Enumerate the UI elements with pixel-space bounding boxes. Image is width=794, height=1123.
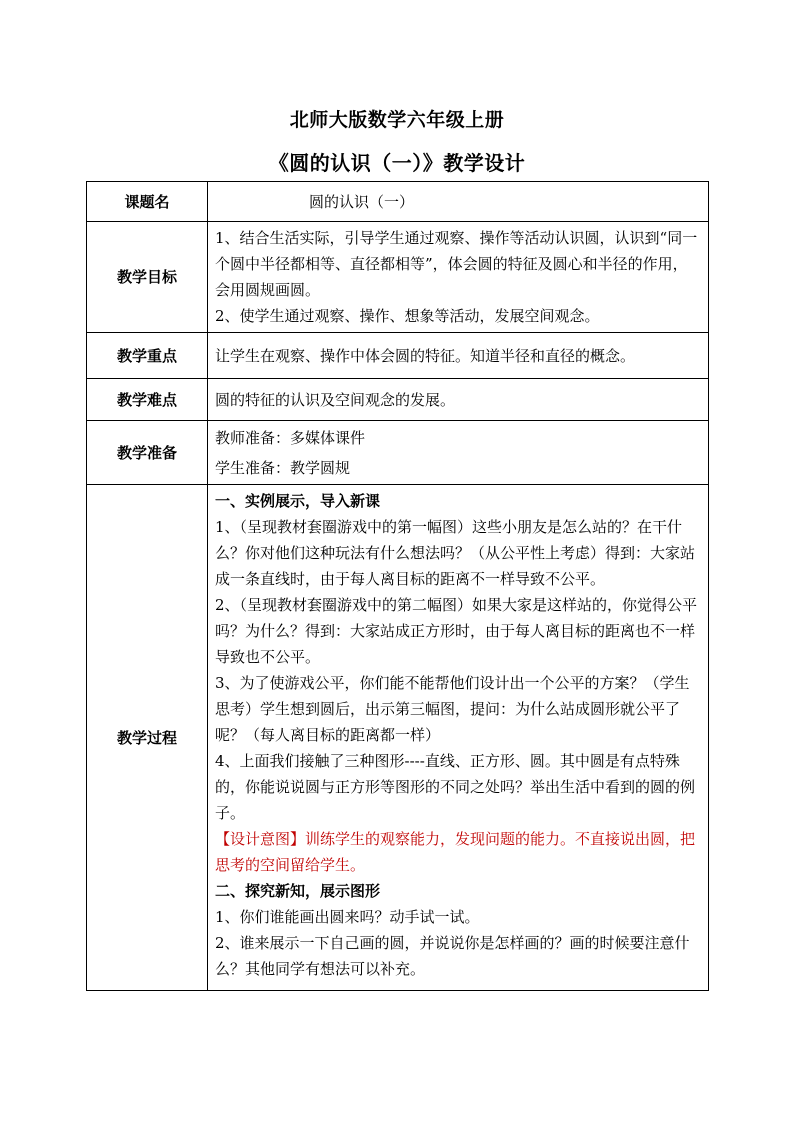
row-difficulties — [87, 379, 709, 421]
design-intent-tag: 【设计意图】 — [215, 830, 306, 848]
label-topic: 课题名 — [87, 182, 208, 222]
row-preparation — [87, 421, 709, 485]
value-preparation — [208, 421, 709, 485]
value-topic — [208, 182, 709, 222]
section1-item-1: 1、（呈现教材套圈游戏中的第一幅图）这些小朋友是怎么站的？在干什么？你对他们这种玩法有什么想法吗？（从公平性上考虑）得到：大家站成一条直线时，由于每人离目标的距离不一样导致不公平。 — [215, 518, 696, 588]
row-topic — [87, 182, 709, 222]
section2-item-1: 1、你们谁能画出圆来吗？动手试一试。 — [215, 908, 480, 926]
value-process — [208, 485, 709, 991]
label-goals: 教学目标 — [87, 222, 208, 333]
design-intent-text: 训练学生的观察能力，发现问题的能力。不直接说出圆，把思考的空间留给学生。 — [215, 830, 696, 874]
section1-item-4: 4、上面我们接触了三种图形----直线、正方形、圆。其中圆是有点特殊的，你能说说圆与正方形等图形的不同之处吗？举出生活中看到的圆的例子。 — [215, 752, 696, 822]
section1-heading: 一、实例展示，导入新课 — [215, 492, 381, 510]
row-key-points — [87, 333, 709, 379]
prep-student: 学生准备：教学圆规 — [215, 458, 351, 477]
value-difficulties: 圆的特征的认识及空间观念的发展。 — [208, 379, 709, 421]
label-process: 教学过程 — [87, 485, 208, 991]
lesson-plan-table — [86, 181, 709, 991]
design-intent — [215, 826, 701, 878]
section2-item-2: 2、谁来展示一下自己画的圆，并说说你是怎样画的？画的时候要注意什么？其他同学有想法可以补充。 — [215, 934, 690, 978]
prep-teacher: 教师准备：多媒体课件 — [215, 428, 366, 447]
lesson-title: 《圆的认识（一）》教学设计 — [268, 151, 526, 175]
document-title: 北师大版数学六年级上册 — [289, 109, 505, 131]
label-key-points: 教学重点 — [87, 333, 208, 379]
label-preparation: 教学准备 — [87, 421, 208, 485]
section1-item-3: 3、为了使游戏公平，你们能不能帮他们设计出一个公平的方案？（学生思考）学生想到圆后，出示第三幅图，提问：为什么站成圆形就公平了呢？（每人离目标的距离都一样） — [215, 674, 690, 744]
topic-text: 圆的认识（一） — [309, 192, 415, 211]
value-key-points: 让学生在观察、操作中体会圆的特征。知道半径和直径的概念。 — [208, 333, 709, 379]
section2-heading: 二、探究新知，展示图形 — [215, 882, 381, 900]
section1-item-2: 2、（呈现教材套圈游戏中的第二幅图）如果大家是这样站的，你觉得公平吗？为什么？得到：大家站成正方形时，由于每人离目标的距离也不一样导致也不公平。 — [215, 596, 698, 666]
goal-2: 2、使学生通过观察、操作、想象等活动，发展空间观念。 — [215, 307, 600, 325]
row-goals — [87, 222, 709, 333]
goal-1: 1、结合生活实际，引导学生通过观察、操作等活动认识圆，认识到“同一个圆中半径都相等、直径都相等”，体会圆的特征及圆心和半径的作用，会用圆规画圆。 — [215, 229, 698, 299]
value-goals — [208, 222, 709, 333]
row-process — [87, 485, 709, 991]
label-difficulties: 教学难点 — [87, 379, 208, 421]
